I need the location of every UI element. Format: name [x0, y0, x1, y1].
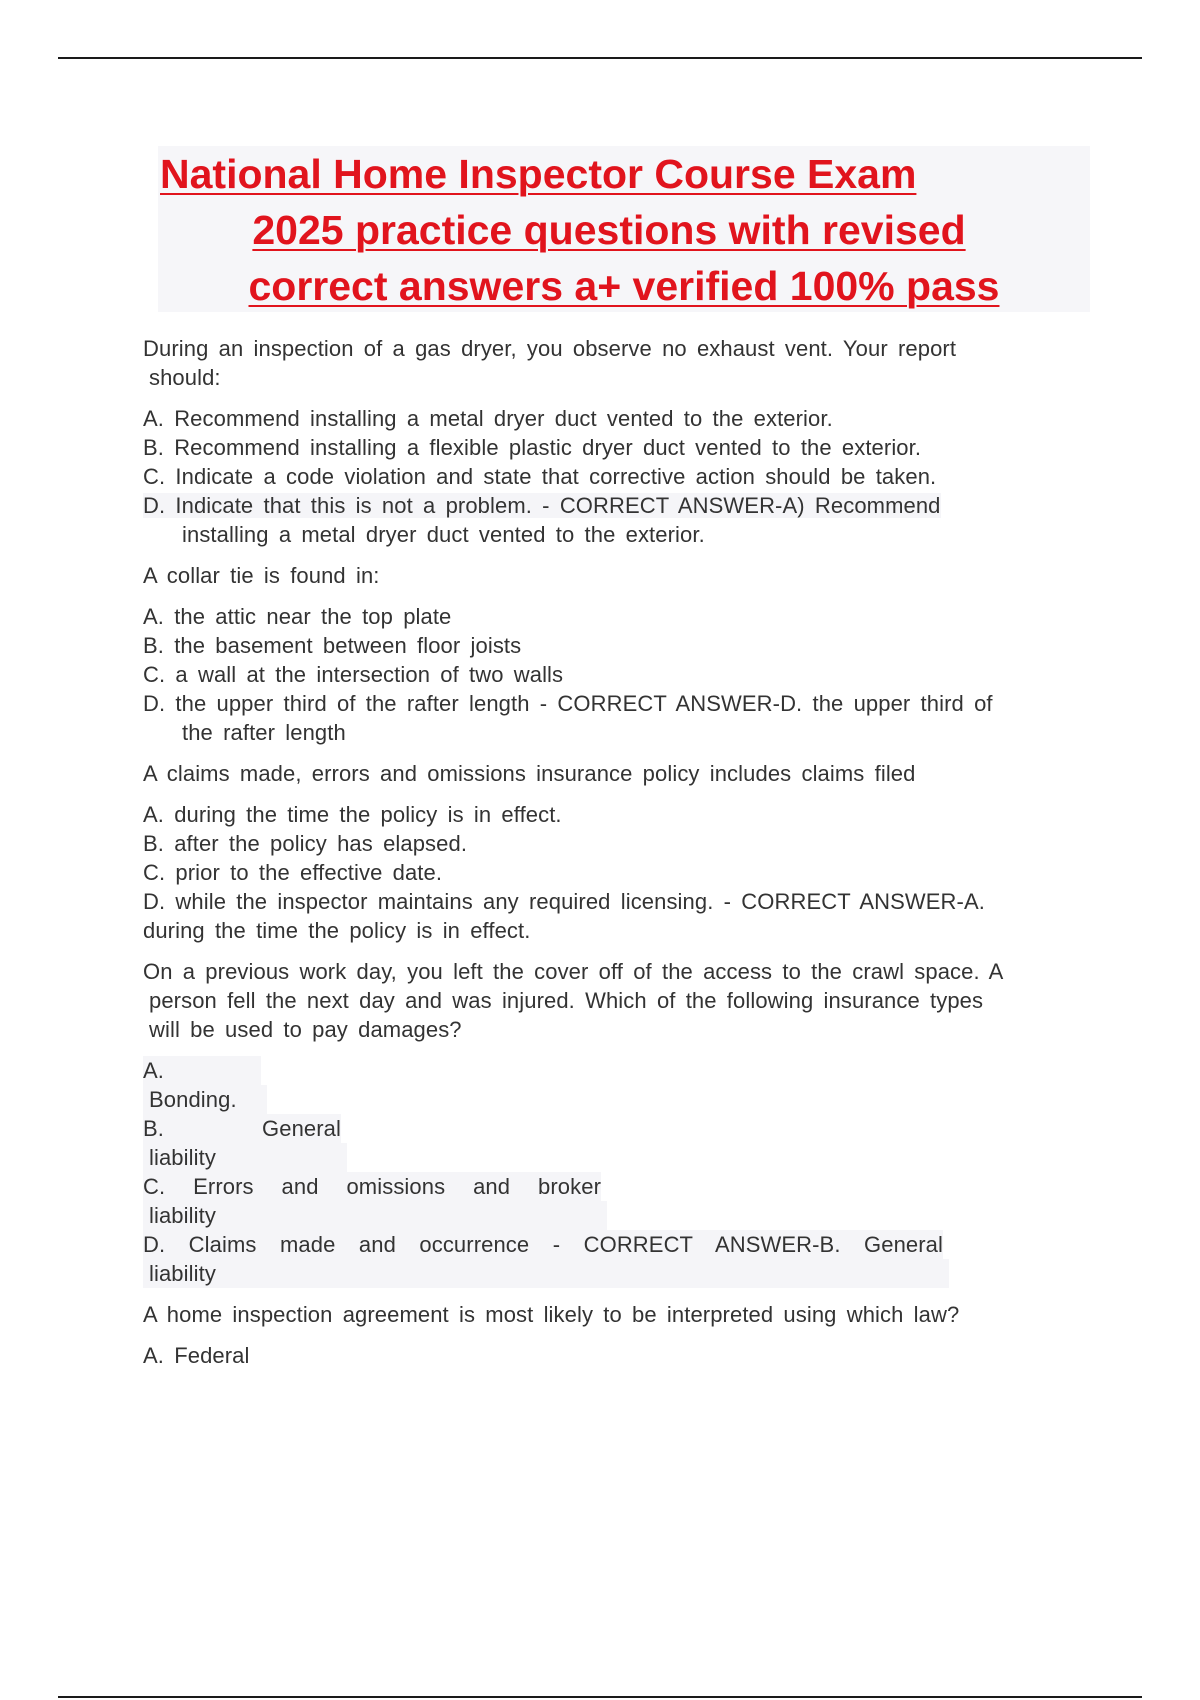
- question-4-option-c-continued: liability: [143, 1201, 607, 1230]
- question-3-option-a: A. during the time the policy is in effect.: [143, 802, 562, 827]
- title-line-2: 2025 practice questions with revised: [252, 207, 966, 253]
- question-5-options: [143, 1341, 1103, 1370]
- question-4-option-b-continued: liability: [143, 1143, 347, 1172]
- question-4-option-a-label: A.: [143, 1056, 261, 1085]
- document-title: [158, 146, 1090, 312]
- question-3-option-d: D. while the inspector maintains any required licensing. - CORRECT ANSWER-A.: [143, 889, 985, 914]
- question-2-option-d: [143, 689, 1103, 747]
- question-1-option-b: B. Recommend installing a flexible plastic dryer duct vented to the exterior.: [143, 435, 922, 460]
- question-1-option-d: [143, 491, 1103, 549]
- question-4-answer-continued: liability: [143, 1259, 949, 1288]
- question-4-options: [143, 1056, 943, 1288]
- question-5-stem: A home inspection agreement is most likely to be interpreted using which law?: [143, 1302, 960, 1327]
- question-2-option-a: A. the attic near the top plate: [143, 604, 452, 629]
- question-4-stem-line-1: On a previous work day, you left the cover off of the access to the crawl space. A: [143, 959, 1004, 984]
- question-4-option-b: B. General: [143, 1116, 341, 1141]
- question-1-stem-line-1: During an inspection of a gas dryer, you observe no exhaust vent. Your report: [143, 336, 957, 361]
- footer-rule: [58, 1696, 1142, 1698]
- question-4-stem-line-3: will be used to pay damages?: [149, 1017, 462, 1042]
- question-3-stem: A claims made, errors and omissions insurance policy includes claims filed: [143, 761, 916, 786]
- question-2-option-b: B. the basement between floor joists: [143, 633, 522, 658]
- question-2-options: [143, 602, 1103, 747]
- question-3-option-b: B. after the policy has elapsed.: [143, 831, 468, 856]
- question-2-answer-continued: the rafter length: [182, 720, 346, 745]
- question-4-option-d: D. Claims made and occurrence - CORRECT ANSWER-B. General: [143, 1232, 943, 1257]
- question-1-stem: [143, 334, 1103, 392]
- question-1-option-a: A. Recommend installing a metal dryer duct vented to the exterior.: [143, 406, 833, 431]
- question-3-options: [143, 800, 1103, 945]
- question-3-option-c: C. prior to the effective date.: [143, 860, 443, 885]
- question-1-options: [143, 404, 1103, 549]
- question-2-option-c: C. a wall at the intersection of two walls: [143, 662, 564, 687]
- question-4-stem-line-2: person fell the next day and was injured. Which of the following insurance types: [149, 988, 984, 1013]
- question-1-stem-line-2: should:: [149, 365, 221, 390]
- question-1-option-d-line-1: D. Indicate that this is not a problem. - CORRECT ANSWER-A) Recommend: [143, 493, 941, 518]
- question-4-option-a-text: Bonding.: [143, 1085, 267, 1114]
- header-rule: [58, 57, 1142, 59]
- question-4-option-c: C. Errors and omissions and broker: [143, 1174, 601, 1199]
- question-1-option-c: C. Indicate a code violation and state that corrective action should be taken.: [143, 464, 937, 489]
- question-1-answer-continued: installing a metal dryer duct vented to the exterior.: [182, 522, 705, 547]
- question-2-option-d-line-1: D. the upper third of the rafter length - CORRECT ANSWER-D. the upper third of: [143, 691, 993, 716]
- question-5-option-a: A. Federal: [143, 1343, 250, 1368]
- title-line-3: correct answers a+ verified 100% pass: [248, 263, 1000, 309]
- question-list: [143, 334, 1103, 1382]
- title-line-1: National Home Inspector Course Exam: [160, 151, 917, 197]
- question-2-stem: A collar tie is found in:: [143, 563, 380, 588]
- question-4-stem: [143, 957, 1103, 1044]
- question-3-answer-continued: during the time the policy is in effect.: [143, 918, 531, 943]
